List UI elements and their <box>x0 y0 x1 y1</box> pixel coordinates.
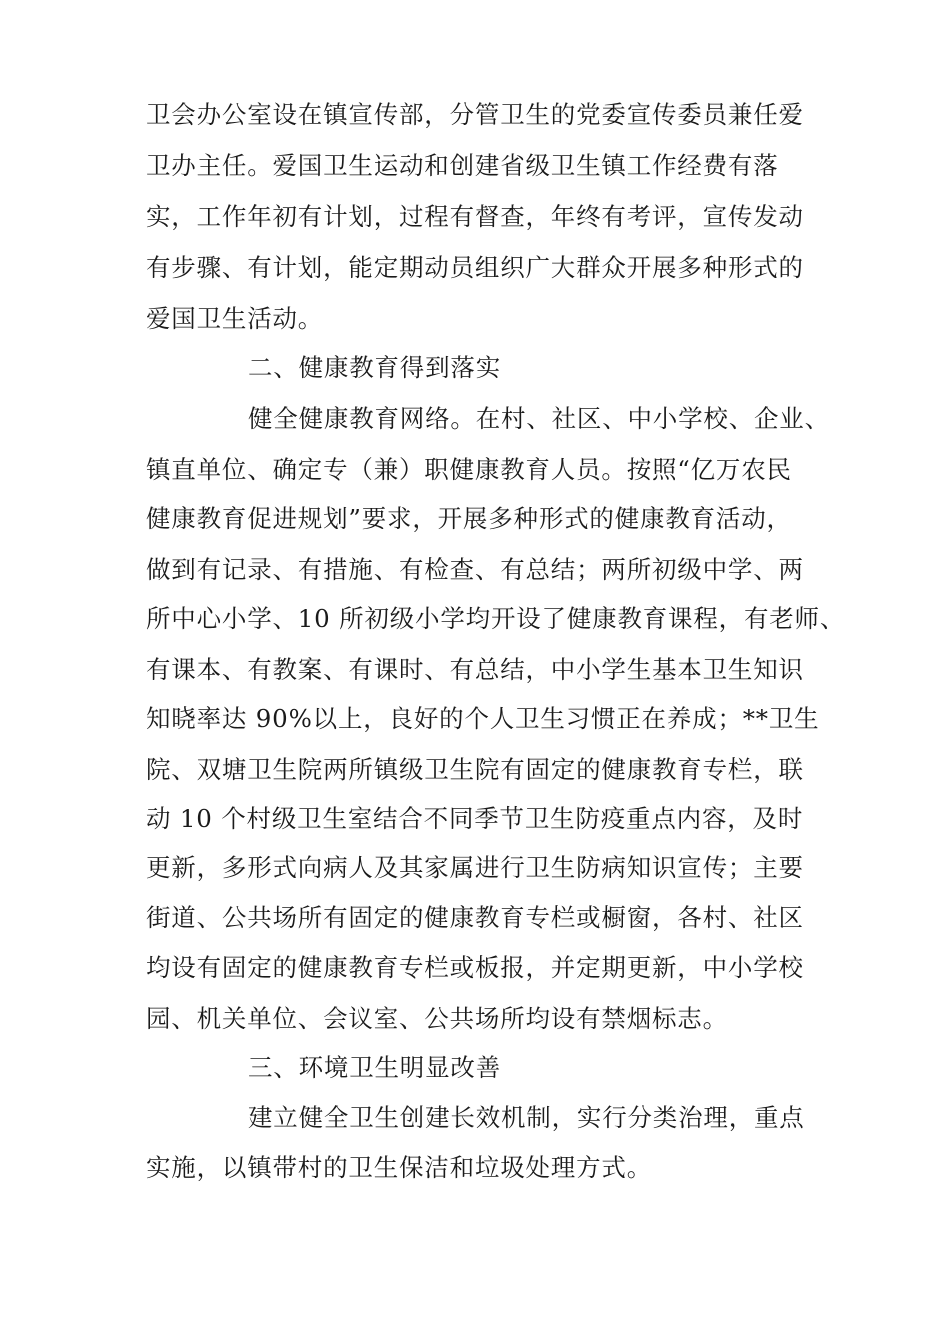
section-heading: 二、健康教育得到落实 <box>248 353 501 382</box>
paragraph-line: 健全健康教育网络。在村、社区、中小学校、企业、 <box>248 404 830 433</box>
paragraph-line: 卫会办公室设在镇宣传部，分管卫生的党委宣传委员兼任爱 <box>146 100 804 129</box>
paragraph-line: 所中心小学、10 所初级小学均开设了健康教育课程，有老师、 <box>146 604 846 633</box>
paragraph-line: 知晓率达 90%以上，良好的个人卫生习惯正在养成；**卫生 <box>146 704 820 733</box>
paragraph-line: 做到有记录、有措施、有检查、有总结；两所初级中学、两 <box>146 555 804 584</box>
paragraph-line: 有步骤、有计划，能定期动员组织广大群众开展多种形式的 <box>146 253 804 282</box>
paragraph-line: 动 10 个村级卫生室结合不同季节卫生防疫重点内容，及时 <box>146 804 804 833</box>
paragraph-line: 实，工作年初有计划，过程有督查，年终有考评，宣传发动 <box>146 202 804 231</box>
paragraph-line: 园、机关单位、会议室、公共场所均设有禁烟标志。 <box>146 1004 728 1033</box>
paragraph-line: 实施，以镇带村的卫生保洁和垃圾处理方式。 <box>146 1153 652 1182</box>
paragraph-line: 街道、公共场所有固定的健康教育专栏或橱窗，各村、社区 <box>146 903 804 932</box>
paragraph-line: 院、双塘卫生院两所镇级卫生院有固定的健康教育专栏，联 <box>146 755 804 784</box>
paragraph-line: 健康教育促进规划”要求，开展多种形式的健康教育活动， <box>146 504 792 533</box>
paragraph-line: 有课本、有教案、有课时、有总结，中小学生基本卫生知识 <box>146 655 804 684</box>
paragraph-line: 镇直单位、确定专（兼）职健康教育人员。按照“亿万农民 <box>146 455 792 484</box>
paragraph-line: 更新，多形式向病人及其家属进行卫生防病知识宣传；主要 <box>146 853 804 882</box>
paragraph-line: 爱国卫生活动。 <box>146 304 324 333</box>
paragraph-line: 建立健全卫生创建长效机制，实行分类治理，重点 <box>248 1103 805 1132</box>
paragraph-line: 卫办主任。爱国卫生运动和创建省级卫生镇工作经费有落 <box>146 151 779 180</box>
section-heading: 三、环境卫生明显改善 <box>248 1053 501 1082</box>
paragraph-line: 均设有固定的健康教育专栏或板报，并定期更新，中小学校 <box>146 953 804 982</box>
